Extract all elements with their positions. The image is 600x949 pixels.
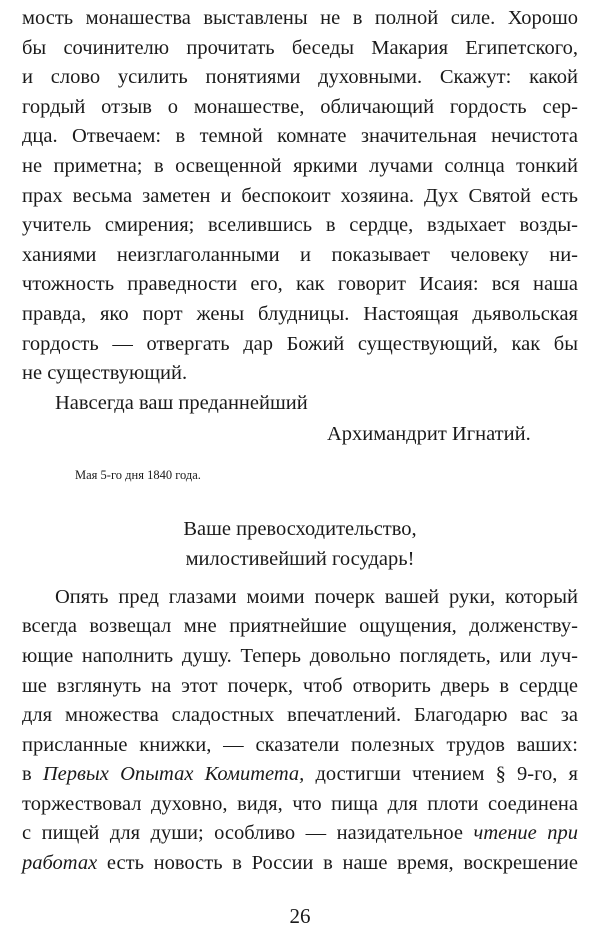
closing-line: Навсегда ваш преданнейший	[55, 391, 308, 414]
salutation-line: Ваше превосходительство,	[183, 517, 417, 540]
text-line: Опять пред глазами моими почерк вашей руки, который	[55, 585, 578, 608]
text-line	[22, 849, 578, 879]
text-line: бы сочинителю прочитать беседы Макария Египетского,	[22, 36, 578, 59]
page-number: 26	[289, 904, 311, 928]
salutation-line: милостивейший государь!	[185, 547, 415, 570]
text-line: всегда возвещал мне приятнейшие ощущения, долженству-	[22, 615, 578, 638]
letter-paragraph-1	[22, 4, 578, 389]
text-fragment: в	[22, 763, 43, 786]
text-line: прах весьма заметен и беспокоит хозяина. Дух Святой есть	[22, 184, 578, 207]
text-line: не существующий.	[22, 362, 188, 385]
text-line	[22, 760, 578, 790]
text-line	[22, 819, 578, 849]
text-line: ше взглянуть на этот почерк, чтоб отворить дверь в сердце	[22, 674, 578, 697]
text-line: чтожность праведности его, как говорит Исаия: вся наша	[22, 273, 578, 296]
letter-date: Мая 5-го дня 1840 года.	[75, 467, 201, 482]
text-line: правда, яко порт жены блудницы. Настоящая дьявольская	[22, 302, 578, 325]
book-title-italic: Первых Опытах Комитета,	[42, 763, 305, 786]
text-line: и слово усилить понятиями духовными. Скажут: какой	[22, 66, 578, 89]
text-line: дца. Отвечаем: в темной комнате значительная нечистота	[22, 125, 578, 148]
letter-paragraph-2	[22, 583, 578, 879]
text-line: присланные книжки, — сказатели полезных трудов ваших:	[22, 733, 578, 756]
italic-phrase: чтение при	[473, 822, 579, 845]
italic-phrase: работах	[22, 852, 98, 875]
text-line: ханиями неизглаголанными и показывает человеку ни-	[22, 243, 578, 266]
text-line: мость монашества выставлены не в полной силе. Хорошо	[22, 7, 578, 29]
document-page	[22, 4, 578, 879]
signature: Архимандрит Игнатий.	[327, 422, 531, 445]
text-line: ющие наполнить душу. Теперь довольно поглядеть, или луч-	[22, 644, 578, 667]
text-line: учитель смирения; вселившись в сердце, вздыхает возды-	[22, 214, 578, 237]
text-fragment: достигши чтением § 9-го, я	[304, 763, 578, 786]
text-fragment: с пищей для души; особливо — назидательное	[22, 822, 474, 845]
text-line: торжествовал духовно, видя, что пища для плоти соединена	[22, 792, 578, 815]
salutation	[22, 515, 578, 575]
text-line: для множества сладостных впечатлений. Благодарю вас за	[22, 704, 578, 727]
text-line: не приметна; в освещенной яркими лучами солнца тонкий	[22, 154, 578, 177]
text-fragment: есть новость в России в наше время, воскрешение	[97, 852, 578, 875]
text-line: гордый отзыв о монашестве, обличающий гордость сер-	[22, 95, 578, 118]
text-line: гордость — отвергать дар Божий существующий, как бы	[22, 332, 578, 355]
